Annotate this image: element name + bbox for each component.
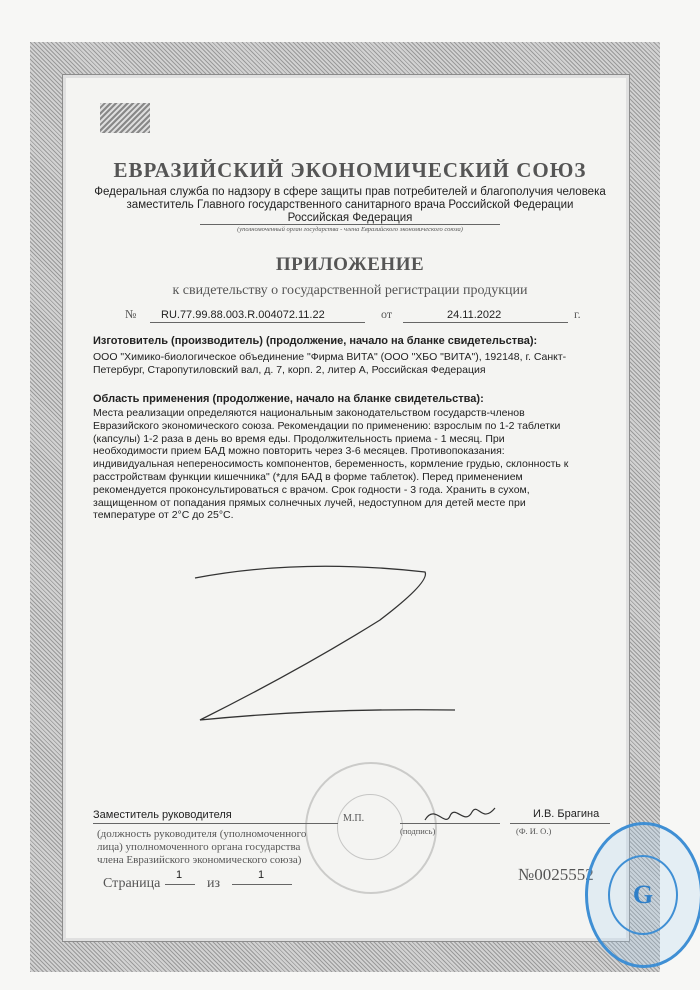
deputy-line: заместитель Главного государственного санитарного врача Российской Федерации: [126, 199, 574, 211]
position-underline: [93, 823, 338, 824]
corner-pattern: [100, 103, 150, 133]
authority-note: (уполномоченный орган государства - члена Евразийского экономического союза): [237, 226, 463, 233]
application-heading: Область применения (продолжение, начало на бланке свидетельства):: [93, 393, 484, 405]
application-line: расстройствам функции кишечника" (*для БАД в форме таблеток). Перед применением: [93, 470, 523, 483]
number-underline: [150, 322, 365, 323]
mp-label: М.П.: [343, 813, 365, 824]
application-line: (капсулы) 1-2 раза в день во время еды. Продолжительность приема - 1 месяц. При: [93, 432, 505, 445]
header-divider: [200, 224, 500, 225]
position-note-line-1: (должность руководителя (уполномоченного: [97, 828, 307, 840]
application-line: Места реализации определяются национальным законодательством государств-членов: [93, 407, 525, 419]
fio-note: (Ф. И. О.): [516, 826, 552, 836]
application-line: защищенном от попадания прямых солнечных лучей, недоступном для детей месте при: [93, 496, 526, 509]
agency-line: Федеральная служба по надзору в сфере защиты прав потребителей и благополучия человека: [94, 186, 606, 198]
application-line: рекомендуется проконсультироваться с врачом. Срок годности - 3 года. Хранить в сухом,: [93, 483, 530, 496]
page-number: 1: [176, 869, 183, 881]
application-line: температуре от 2°С до 25°С.: [93, 509, 234, 522]
number-label: №: [125, 307, 137, 321]
stamp-emblem: [337, 794, 403, 860]
total-pages: 1: [258, 869, 265, 881]
union-title: ЕВРАЗИЙСКИЙ ЭКОНОМИЧЕСКИЙ СОЮЗ: [113, 158, 587, 182]
cancellation-stroke: [180, 560, 460, 740]
application-line: необходимости прием БАД можно повторить через 3-6 месяцев. Противопоказания:: [93, 445, 505, 458]
manufacturer-line-2: Петербург, Старопутиловский вал, д. 7, корп. 2, литер А, Российская Федерация: [93, 363, 486, 376]
country-line: Российская Федерация: [287, 212, 413, 224]
year-suffix: г.: [574, 307, 581, 321]
position-note-line-2: лица) уполномоченного органа государства: [97, 841, 301, 853]
position-note-line-3: члена Евразийского экономического союза): [97, 854, 302, 866]
application-text: [93, 407, 603, 522]
manufacturer-line-1: ООО "Химико-биологическое объединение "Фирма ВИТА" (ООО "ХБО "ВИТА"), 192148, г. Санкт-: [93, 351, 567, 363]
appendix-subtitle: к свидетельству о государственной регистрации продукции: [172, 283, 528, 298]
date-underline: [403, 322, 568, 323]
page-label: Страница: [103, 876, 161, 891]
name-underline: [510, 823, 610, 824]
date-label: от: [381, 307, 393, 321]
signature-underline: [400, 823, 500, 824]
page-underline: [165, 884, 195, 885]
seal-monogram: G: [608, 855, 678, 935]
manufacturer-heading: Изготовитель (производитель) (продолжение, начало на бланке свидетельства):: [93, 335, 538, 347]
application-line: Евразийского экономического союза. Рекомендации по применению: взрослым по 1-2 таблетки: [93, 419, 561, 432]
application-line: индивидуальная непереносимость компонентов, беременность, кормление грудью, склонность к: [93, 458, 569, 471]
appendix-title: ПРИЛОЖЕНИЕ: [275, 254, 425, 275]
total-underline: [232, 884, 292, 885]
serial-number: №0025552: [518, 865, 594, 884]
signer-name: И.В. Брагина: [533, 808, 600, 820]
manufacturer-text: [93, 351, 603, 377]
of-label: из: [207, 876, 221, 891]
registration-date: 24.11.2022: [447, 309, 502, 321]
signature-note: (подпись): [400, 826, 436, 836]
company-seal: [585, 822, 700, 968]
registration-number: RU.77.99.88.003.R.004072.11.22: [161, 309, 325, 321]
signer-position: Заместитель руководителя: [93, 809, 232, 821]
